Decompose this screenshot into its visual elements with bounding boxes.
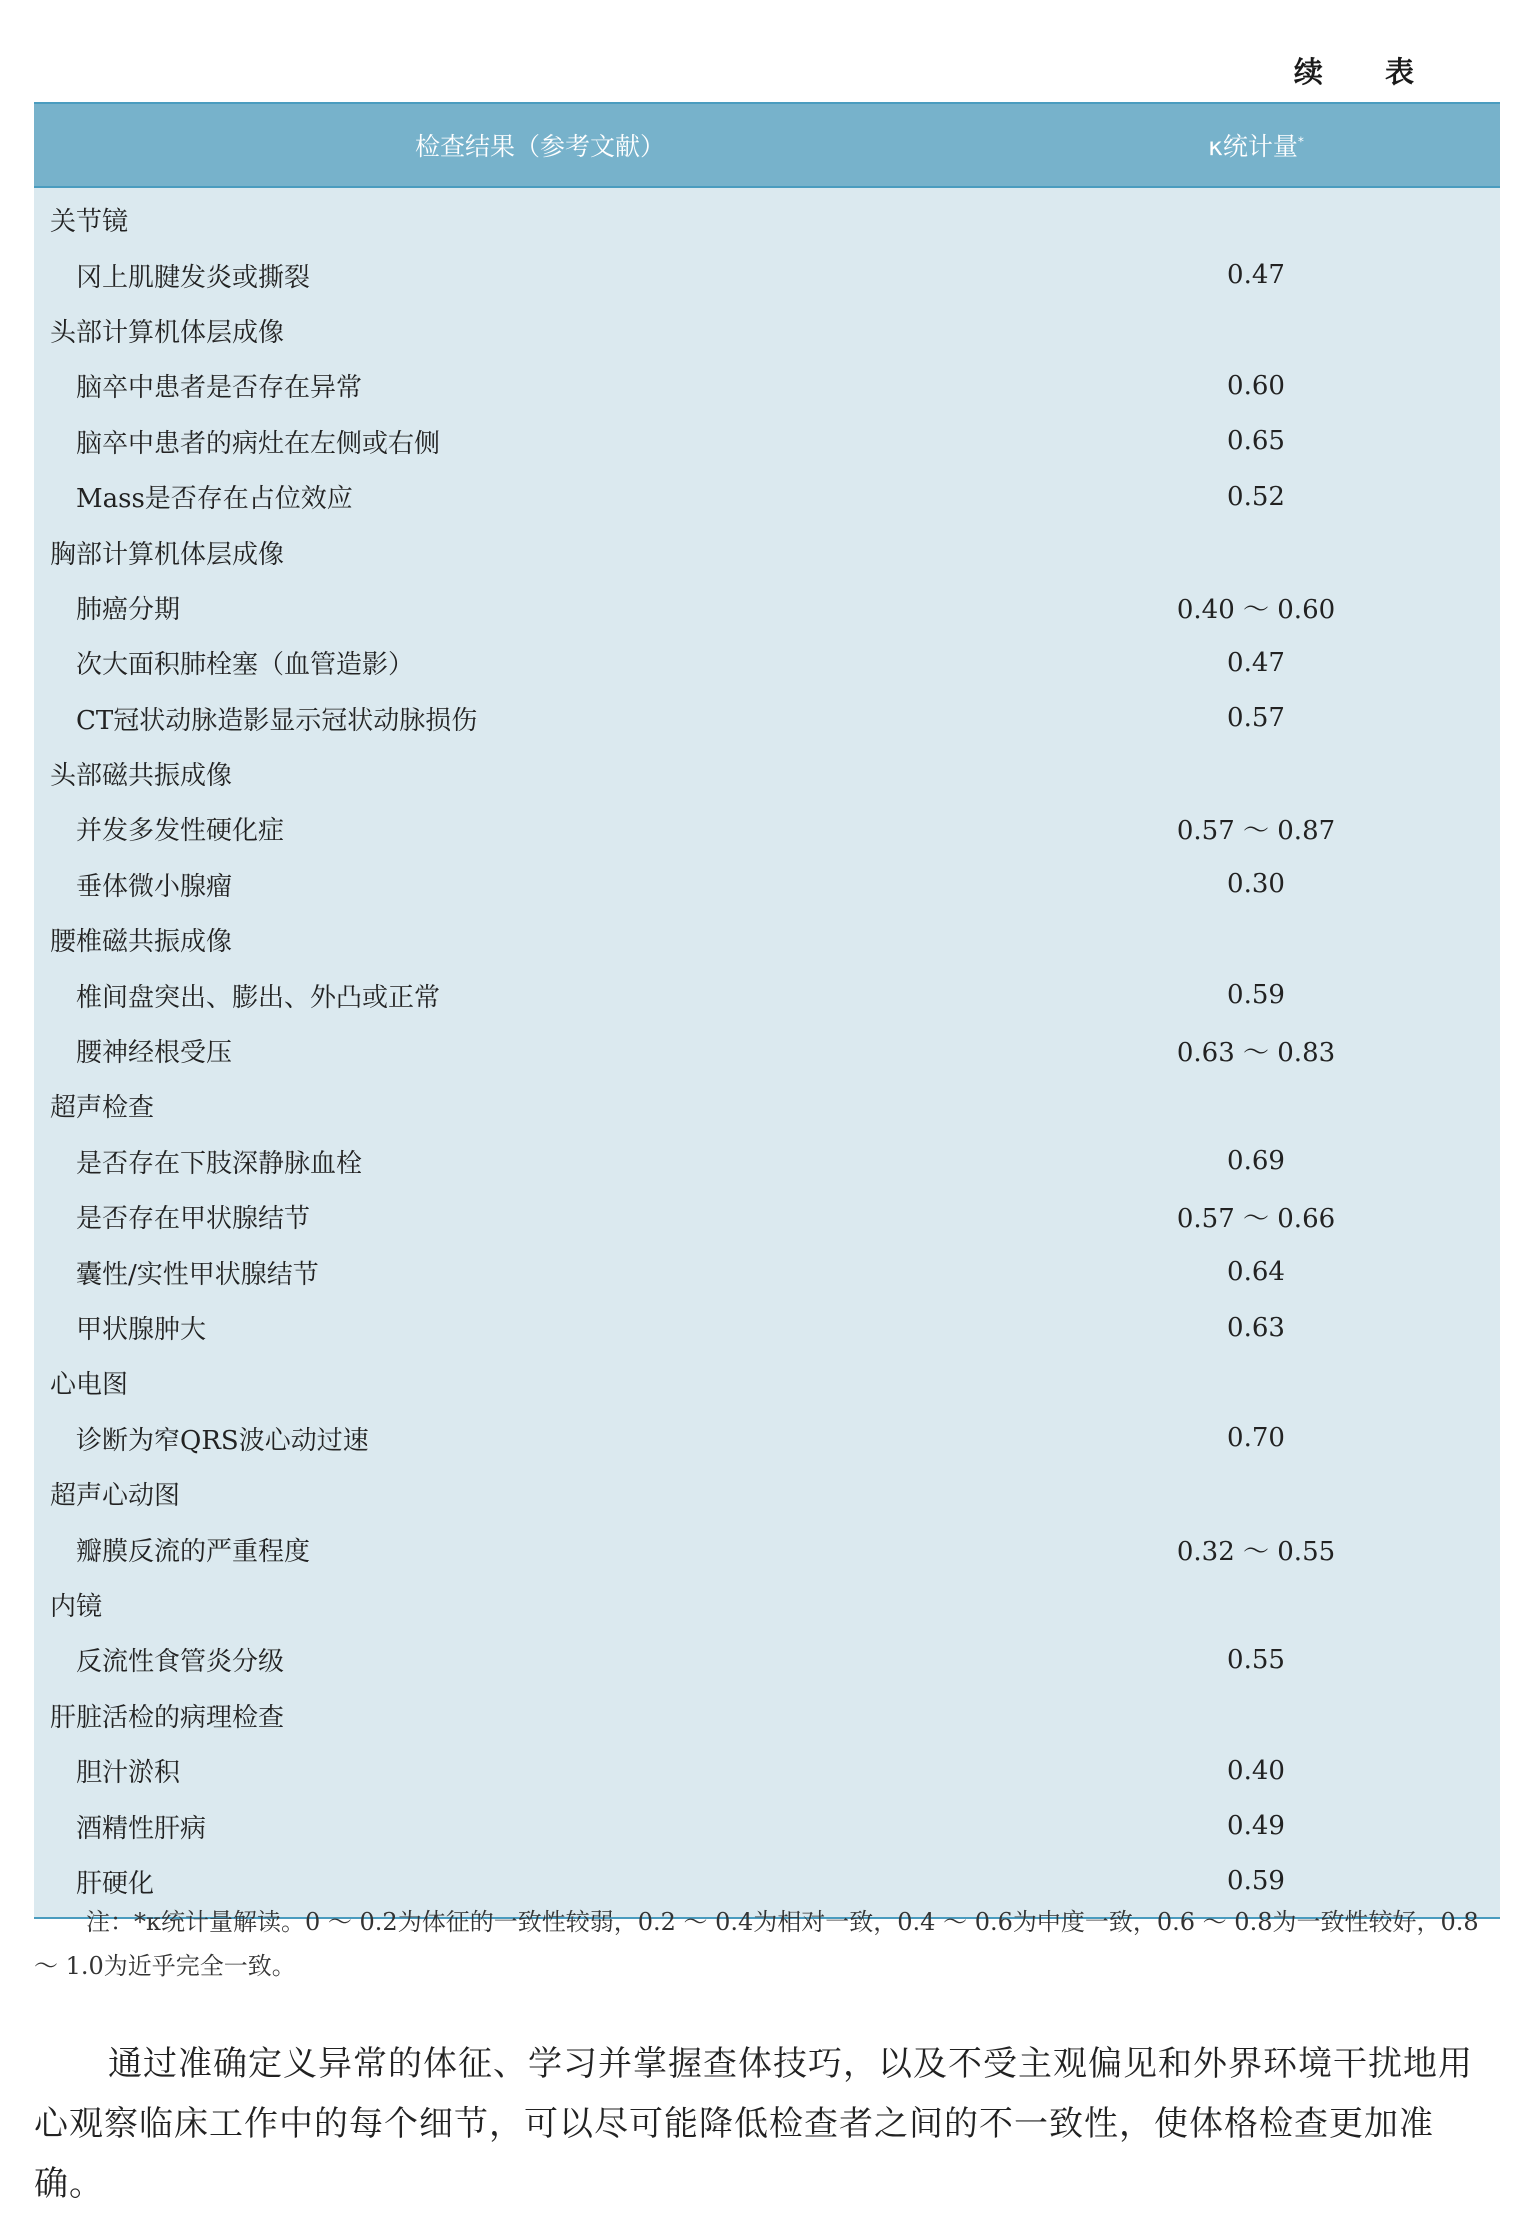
group-label: 腰椎磁共振成像 [50, 927, 233, 958]
table-footnote: 注：*κ统计量解读。0 ～ 0.2为体征的一致性较弱，0.2 ～ 0.4为相对一致，0.4 ～ 0.6为中度一致，0.6 ～ 0.8为一致性较好，0.8 ～ 1.0为近乎完全一致。 [34, 1908, 1479, 1980]
kappa-value: 0.52 [1227, 481, 1285, 512]
body-paragraph: 通过准确定义异常的体征、学习并掌握查体技巧，以及不受主观偏见和外界环境干扰地用心观察临床工作中的每个细节，可以尽可能降低检查者之间的不一致性，使体格检查更加准确。 [34, 2044, 1473, 2204]
kappa-value: 0.69 [1227, 1146, 1285, 1177]
table-group-row [34, 746, 1500, 801]
row-label: 是否存在甲状腺结节 [76, 1204, 311, 1235]
kappa-value: 0.64 [1227, 1257, 1285, 1288]
group-label: 关节镜 [50, 207, 129, 238]
kappa-value: 0.60 [1227, 370, 1285, 401]
table-row [34, 358, 1500, 413]
table-row [34, 580, 1500, 635]
kappa-value: 0.63 [1227, 1312, 1285, 1343]
continued-table-heading: 续 表 [1293, 55, 1440, 89]
row-label: 腰神经根受压 [76, 1038, 233, 1069]
table-row [34, 1521, 1500, 1576]
kappa-value: 0.70 [1227, 1423, 1285, 1454]
header-kappa-footnote-mark: * [1297, 134, 1304, 149]
table-header [34, 104, 1500, 188]
row-label: 并发多发性硬化症 [76, 816, 285, 847]
row-label: 次大面积肺栓塞（血管造影） [76, 650, 415, 681]
row-label: 肺癌分期 [76, 594, 181, 625]
row-label: Mass是否存在占位效应 [76, 484, 353, 515]
table-row [34, 691, 1500, 746]
table-row [34, 1134, 1500, 1189]
row-label: 瓣膜反流的严重程度 [76, 1536, 311, 1567]
table-row [34, 967, 1500, 1022]
table-group-row [34, 303, 1500, 358]
header-kappa [1046, 127, 1500, 163]
row-label: 反流性食管炎分级 [76, 1647, 285, 1678]
table-row [34, 1023, 1500, 1078]
row-label: 甲状腺肿大 [76, 1315, 207, 1345]
table-row [34, 1244, 1500, 1299]
table-group-row [34, 1466, 1500, 1521]
row-label: 冈上肌腱发炎或撕裂 [76, 262, 311, 293]
table-row [34, 857, 1500, 912]
row-label: 是否存在下肢深静脉血栓 [76, 1148, 363, 1179]
kappa-value: 0.40 [1227, 1755, 1285, 1786]
kappa-value: 0.59 [1227, 980, 1285, 1011]
kappa-value: 0.30 [1227, 869, 1285, 900]
group-label: 肝脏活检的病理检查 [50, 1702, 285, 1733]
table-row [34, 1189, 1500, 1244]
header-kappa-label: κ统计量 [1208, 132, 1298, 161]
table-row [34, 1632, 1500, 1687]
group-label: 超声心动图 [50, 1481, 181, 1512]
table-row [34, 1411, 1500, 1466]
row-label: 脑卒中患者是否存在异常 [76, 373, 363, 404]
kappa-value: 0.49 [1227, 1811, 1285, 1842]
row-label: 诊断为窄QRS波心动过速 [76, 1425, 369, 1456]
table-group-row [34, 1078, 1500, 1133]
row-label: 酒精性肝病 [76, 1813, 207, 1844]
table-group-row [34, 912, 1500, 967]
table-row [34, 1798, 1500, 1853]
row-label: 囊性/实性甲状腺结节 [76, 1259, 319, 1290]
kappa-value: 0.47 [1227, 647, 1285, 678]
row-label: CT冠状动脉造影显示冠状动脉损伤 [76, 705, 478, 736]
kappa-value: 0.32 ～ 0.55 [1176, 1536, 1336, 1567]
kappa-value: 0.40 ～ 0.60 [1176, 594, 1336, 625]
table-row [34, 1300, 1500, 1355]
table-body [34, 188, 1500, 1917]
row-label: 胆汁淤积 [76, 1758, 181, 1789]
table-group-row [34, 1355, 1500, 1410]
table-row [34, 414, 1500, 469]
row-label: 肝硬化 [76, 1868, 155, 1899]
table-group-row [34, 524, 1500, 579]
kappa-value: 0.57 [1227, 703, 1285, 734]
row-label: 垂体微小腺瘤 [76, 871, 233, 902]
table-group-row [34, 1577, 1500, 1632]
group-label: 胸部计算机体层成像 [50, 539, 285, 570]
kappa-value: 0.47 [1227, 260, 1285, 291]
kappa-value: 0.63 ～ 0.83 [1176, 1038, 1336, 1069]
kappa-value: 0.55 [1227, 1644, 1285, 1675]
table-group-row [34, 1688, 1500, 1743]
table-row [34, 801, 1500, 856]
row-label: 椎间盘突出、膨出、外凸或正常 [76, 982, 441, 1013]
group-label: 心电图 [50, 1370, 129, 1401]
row-label: 脑卒中患者的病灶在左侧或右侧 [76, 428, 441, 459]
group-label: 超声检查 [50, 1093, 155, 1124]
kappa-value: 0.57 ～ 0.87 [1176, 816, 1336, 847]
table-row [34, 1743, 1500, 1798]
table-row [34, 247, 1500, 302]
table-group-row [34, 192, 1500, 247]
group-label: 内镜 [50, 1591, 103, 1622]
kappa-value: 0.59 [1227, 1866, 1285, 1897]
table-row [34, 635, 1500, 690]
kappa-table [34, 102, 1500, 1919]
header-exam-result: 检查结果（参考文献） [414, 132, 665, 161]
group-label: 头部计算机体层成像 [50, 317, 285, 348]
kappa-value: 0.57 ～ 0.66 [1176, 1204, 1336, 1235]
table-row [34, 469, 1500, 524]
kappa-value: 0.65 [1227, 426, 1285, 457]
group-label: 头部磁共振成像 [50, 761, 233, 792]
